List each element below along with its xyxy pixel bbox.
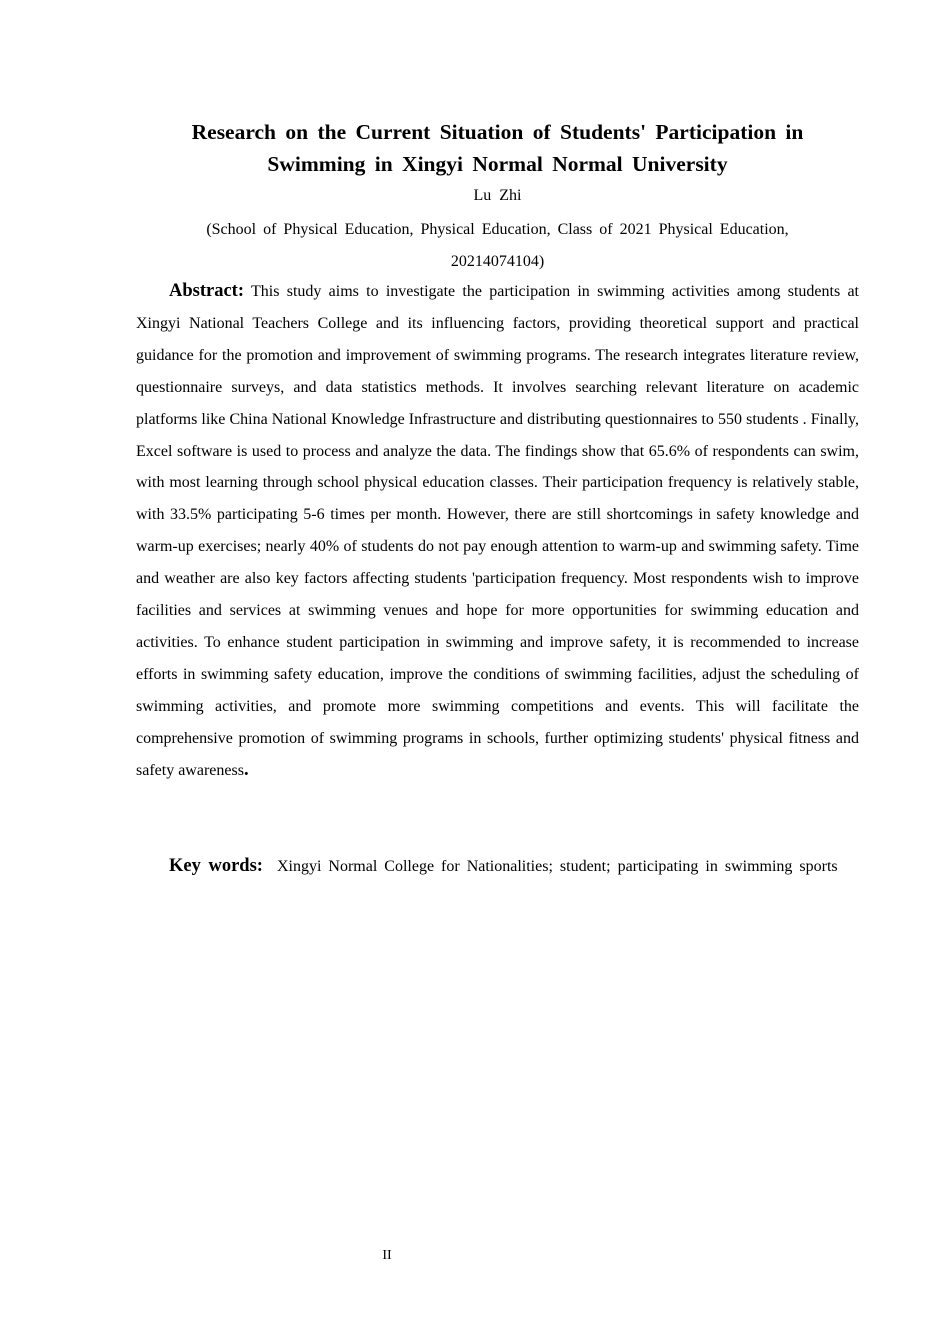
- keywords-label: Key words:: [169, 856, 263, 876]
- abstract-paragraph: [136, 276, 859, 787]
- keywords-paragraph: [136, 851, 859, 883]
- page-number: II: [382, 1248, 392, 1263]
- abstract-text: This study aims to investigate the participation in swimming activities among students at Xingyi National Teachers College and its influencing factors, providing theoretical support and practical guidance for the promotion and improvement of swimming programs. The research integrates literature review, questionnaire surveys, and data statistics methods. It involves searching relevant literature on academic platforms like China National Knowledge Infrastructure and distributing questionnaires to 550 students . Finally, Excel software is used to process and analyze the data. The findings show that 65.6% of respondents can swim, with most learning through school physical education classes. Their participation frequency is relatively stable, with 33.5% participating 5-6 times per month. However, there are still shortcomings in safety knowledge and warm-up exercises; nearly 40% of students do not pay enough attention to warm-up and swimming safety. Time and weather are also key factors affecting students 'participation frequency. Most respondents wish to improve facilities and services at swimming venues and hope for more opportunities for swimming education and activities. To enhance student participation in swimming and improve safety, it is recommended to increase efforts in swimming safety education, improve the conditions of swimming facilities, adjust the scheduling of swimming activities, and promote more swimming competitions and events. This will facilitate the comprehensive promotion of swimming programs in schools, further optimizing students' physical fitness and safety awareness: [136, 283, 859, 779]
- author-name: Lu Zhi: [473, 187, 522, 204]
- author-affiliation: (School of Physical Education, Physical Education, Class of 2021 Physical Education, 20214074104): [206, 221, 789, 270]
- abstract-label: Abstract:: [169, 281, 245, 301]
- abstract-end-period: .: [243, 759, 249, 780]
- keywords-text: Xingyi Normal College for Nationalities; student; participating in swimming sports: [276, 858, 838, 875]
- paper-title: Research on the Current Situation of Students' Participation in Swimming in Xingyi Normal Normal University: [191, 120, 804, 176]
